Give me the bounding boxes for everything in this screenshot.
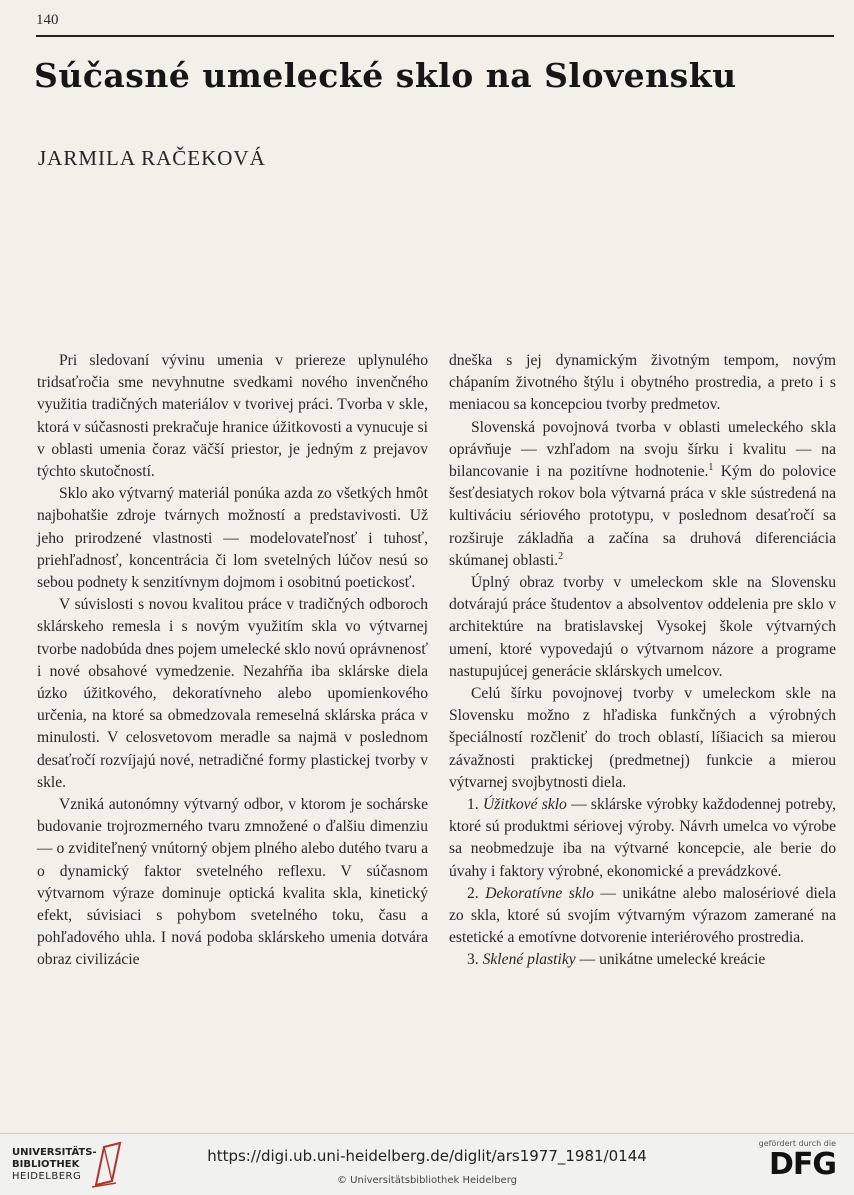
list-number: 3. xyxy=(467,951,483,969)
list-text: — sklárske výrobky každodennej potreby, ktoré sú produktmi sériovej výroby. Návrh umelca vo výrobe sa neobmedzuje iba na výtvarné koncepcie, ale berie do úvahy i faktory výrobné, ekonomické a prevádzkové. xyxy=(449,796,837,880)
footnote-ref[interactable]: 2 xyxy=(558,550,564,562)
list-text: — unikátne umelecké kreácie xyxy=(575,951,766,969)
article-title: Súčasné umelecké sklo na Slovensku xyxy=(34,56,737,95)
article-author: JARMILA RAČEKOVÁ xyxy=(38,146,266,170)
paragraph: Sklo ako výtvarný materiál ponúka azda zo všetkých hmôt najbohatšie zdroje tvárnych možností a predstavivosti. Už jeho prirodzené vlastnosti — modelovateľnosť i tuhosť, priehľadnosť, koncentrácia či lom svetelných lúčov nesú so sebou podnety k senzitívnym dojmom i osobitnú poetickosť. xyxy=(37,485,428,592)
text-column-left xyxy=(37,350,428,972)
list-number: 1. xyxy=(467,796,483,814)
page-number: 140 xyxy=(36,12,59,28)
paragraph: Vzniká autonómny výtvarný odbor, v ktorom je sochárske budovanie trojrozmerného tvaru zmnožené o ďalšiu dimenziu — o zviditeľnený vnútorný objem plného alebo dutého tvaru a o dynamický faktor svetelného reflexu. V súčasnom výtvarnom výraze dominuje optická kvalita skla, kinetický efekt, súvisiaci s pohybom svetelného toku, času a pohľadového uhla. I nová podoba sklárskeho umenia dotvára obraz civilizácie xyxy=(37,796,428,969)
list-text: — unikátne alebo malosériové diela zo skla, ktoré sú svojím výtvarným výrazom zamerané na estetické a emotívne dotvorenie interiérového prostredia. xyxy=(449,884,836,947)
library-name-line: HEIDELBERG xyxy=(12,1171,82,1182)
library-name-line: UNIVERSITÄTS- xyxy=(12,1147,97,1158)
permalink-url[interactable]: https://digi.ub.uni-heidelberg.de/diglit/ars1977_1981/0144 xyxy=(207,1147,647,1165)
list-number: 2. xyxy=(467,884,486,902)
list-term: Úžitkové sklo xyxy=(482,796,567,814)
paragraph-text: Kým do polovice šesťdesiatych rokov bola výtvarná práca v skle sústredená na kultiváciu sériového prototypu, v poslednom desaťročí sa rozširuje základňa a začína sa druhová diferenciácia skúmanej oblasti. xyxy=(449,463,837,569)
viewer-footer xyxy=(0,1133,854,1195)
list-item xyxy=(449,949,836,971)
paragraph xyxy=(449,417,836,572)
library-name-line: BIBLIOTHEK xyxy=(12,1159,80,1170)
paragraph: V súvislosti s novou kvalitou práce v tradičných odboroch sklárskeho remesla i s novým využitím skla vo výtvarnej tvorbe nadobúda dnes pojem umelecké sklo novú oprávnenosť i nové obsahové vymedzenie. Nezahŕňa iba sklárske diela úzko úžitkového, dekoratívneho alebo upomienkového určenia, na ktoré sa obmedzovala remeselná sklárska práca v minulosti. V celosvetovom meradle sa najmä v poslednom desaťročí rozvíjajú nové, netradičné formy plastickej tvorby v skle. xyxy=(37,596,428,791)
paragraph: Celú šírku povojnovej tvorby v umeleckom skle na Slovensku možno z hľadiska funkčných a výrobných špeciálností rozčleniť do troch oblastí, líšiacich sa mierou závažnosti praktickej (predmetnej) funkcie a mierou výtvarnej svojbytnosti diela. xyxy=(449,685,836,791)
paragraph-text: Slovenská povojnová tvorba v oblasti umeleckého skla oprávňuje — vzhľadom na svoju šírku i kvalitu — na bilancovanie i na pozitívne hodnotenie. xyxy=(449,418,836,481)
text-column-right xyxy=(449,350,836,972)
list-term: Sklené plastiky xyxy=(482,951,576,969)
footnote-ref[interactable]: 1 xyxy=(708,461,714,473)
paragraph: Pri sledovaní vývinu umenia v priereze uplynulého tridsaťročia sme nevyhnutne svedkami nového invenčného využitia tradičných materiálov v tvorivej práci. Tvorba v skle, ktorá v súčasnosti prekračuje hranice úžitkovosti a vynucuje si v oblasti umenia čoraz väčší priestor, je jedným z prejavov týchto skutočností. xyxy=(37,352,428,481)
copyright-notice: © Universitätsbibliothek Heidelberg xyxy=(336,1175,517,1186)
funder-logo[interactable] xyxy=(756,1139,836,1182)
paragraph-continued: dneška s jej dynamickým životným tempom, novým chápaním životného štýlu i obytného prostredia, a preto i s meniacou sa koncepciou tvorby predmetov. xyxy=(449,352,836,414)
list-item xyxy=(449,794,836,883)
footer-divider xyxy=(0,1133,854,1134)
funder-note: gefördert durch die xyxy=(758,1139,836,1148)
paragraph: Úplný obraz tvorby v umeleckom skle na Slovensku dotvárajú práce študentov a absolventov oddelenia pre sklo v architektúre na bratislavskej Vysokej škole výtvarných umení, ktoré vypovedajú o výtvarnom názore a programe nastupujúcej generácie sklárskych umelcov. xyxy=(449,574,836,680)
top-rule xyxy=(36,35,834,37)
dfg-logo-icon: DFG xyxy=(768,1147,836,1182)
list-item xyxy=(449,883,836,950)
list-term: Dekoratívne sklo xyxy=(485,884,594,902)
